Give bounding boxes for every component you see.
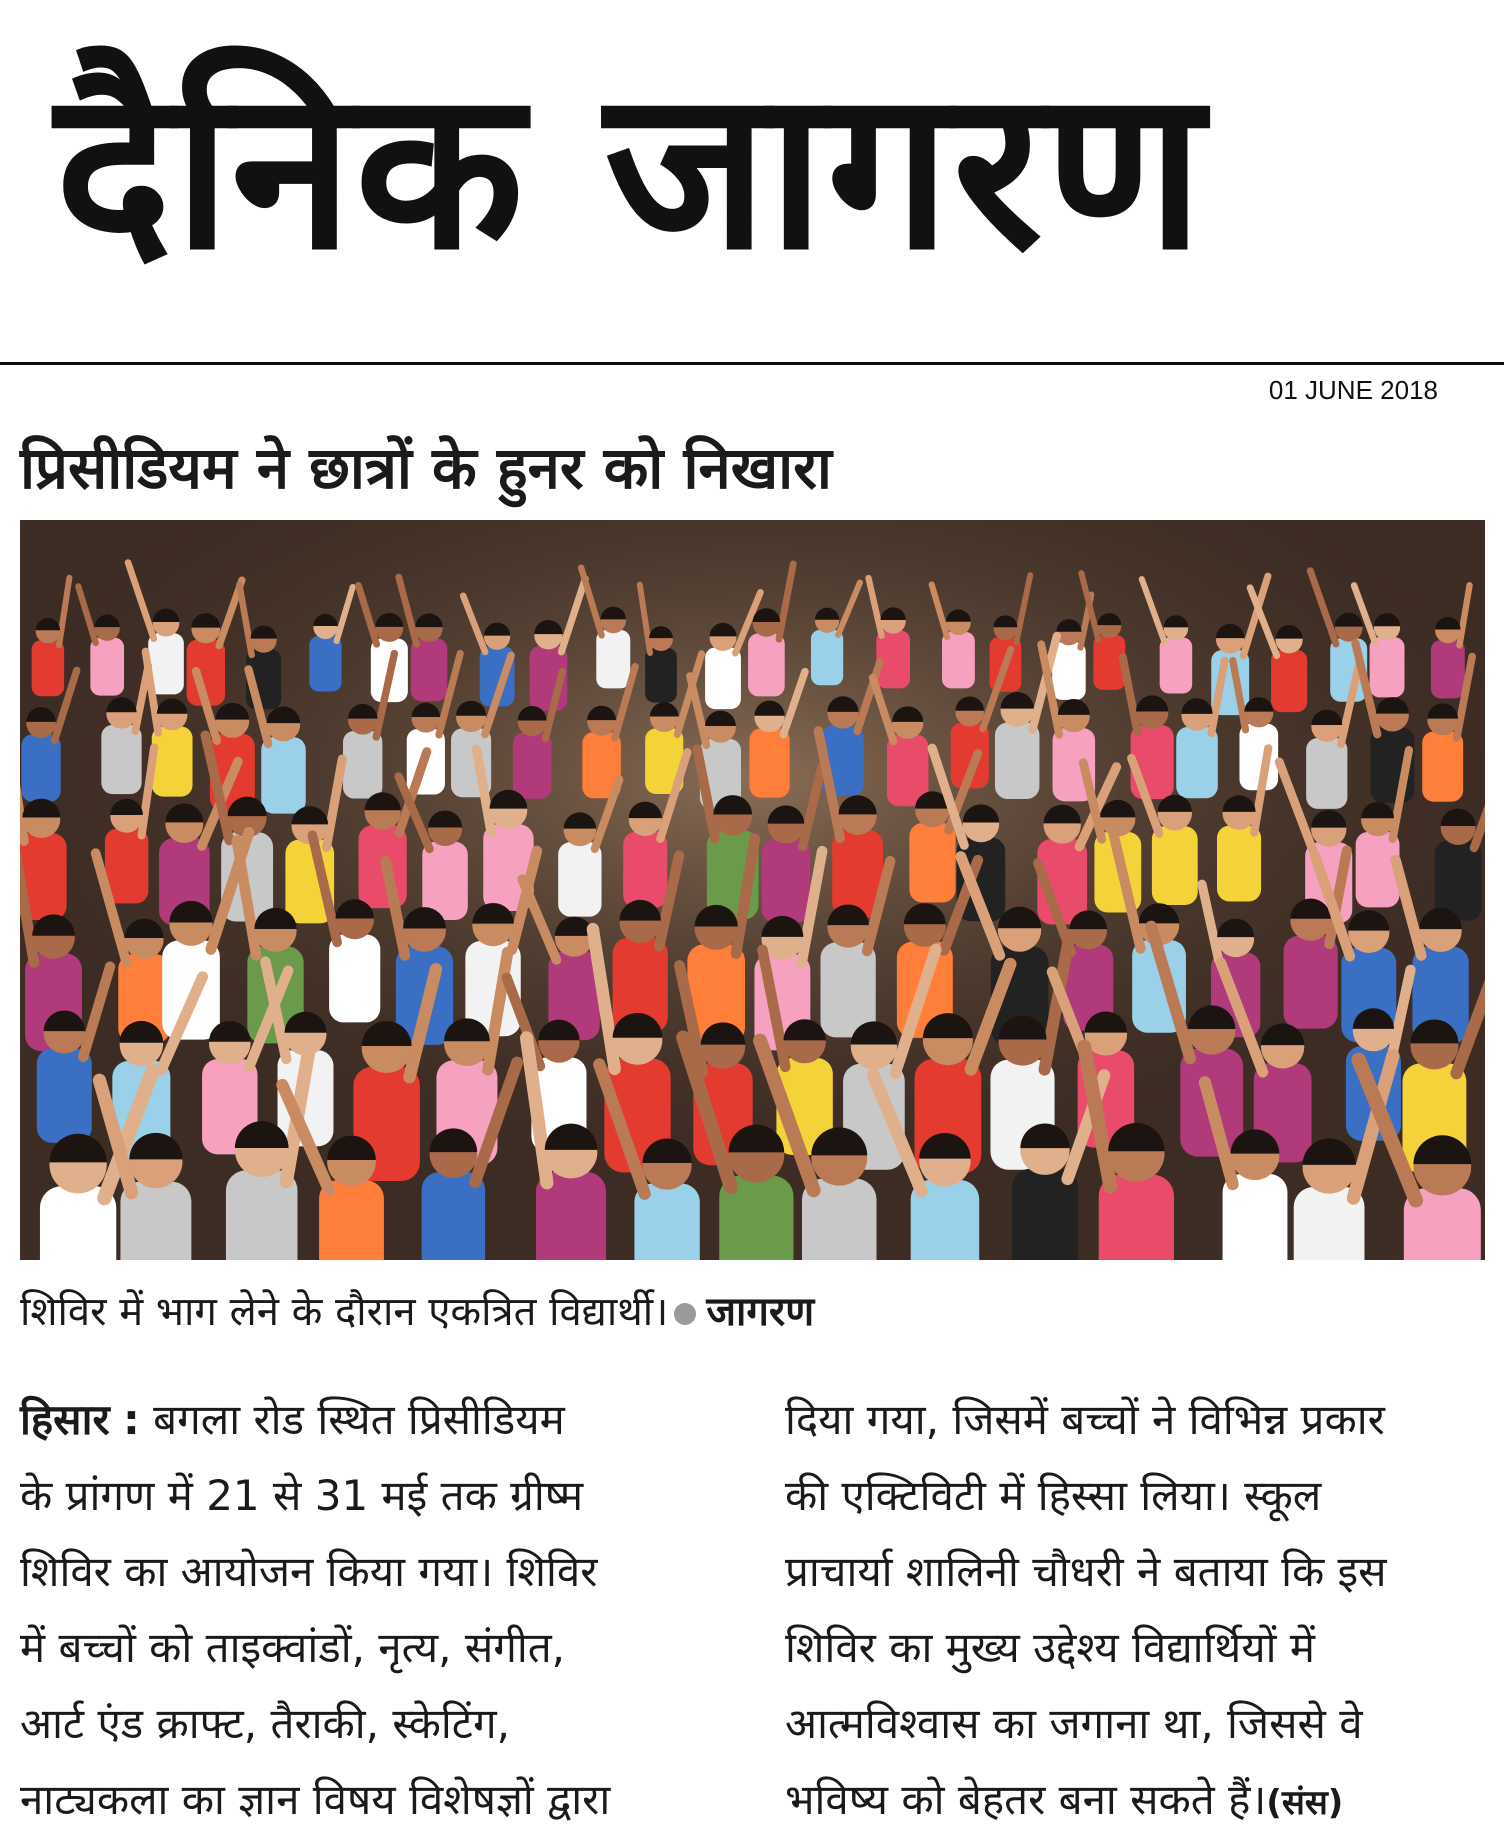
crowd-person-body	[1431, 640, 1465, 698]
article-line: की एक्टिविटी में हिस्सा लिया। स्कूल	[785, 1471, 1322, 1520]
crowd-person-body	[1152, 826, 1198, 905]
masthead	[0, 0, 1504, 362]
crowd-person-body	[558, 842, 601, 916]
crowd-person-body	[343, 731, 382, 799]
crowd-person-body	[909, 823, 955, 902]
article-line: दिया गया, जिसमें बच्चों ने विभिन्न प्रकार	[785, 1395, 1385, 1444]
crowd-person-body	[748, 633, 785, 696]
article-line	[785, 1762, 1485, 1841]
article-line	[20, 1382, 700, 1458]
crowd-person-body	[513, 733, 552, 799]
crowd-person-body	[1284, 936, 1338, 1029]
caption-text: शिविर में भाग लेने के दौरान एकत्रित विद्यार्थी।	[20, 1289, 669, 1335]
article-location: हिसार	[20, 1395, 110, 1444]
crowd-person-body	[21, 734, 60, 802]
masthead-rule	[0, 362, 1504, 365]
photo-credit: जागरण	[706, 1289, 815, 1335]
crowd-person-body	[1422, 731, 1463, 801]
crowd-person-body	[1217, 826, 1261, 902]
article-line: प्राचार्या शालिनी चौधरी ने बताया कि इस	[785, 1547, 1387, 1596]
bullet-icon	[674, 1303, 696, 1325]
article-line: शिविर का आयोजन किया गया। शिविर	[20, 1547, 598, 1596]
crowd-person-body	[90, 638, 124, 696]
crowd-person-body	[995, 723, 1039, 799]
crowd-person-body	[942, 632, 975, 688]
crowd-person-body	[705, 648, 741, 710]
crowd-person-body	[762, 839, 811, 923]
location-separator: :	[123, 1395, 140, 1444]
reporter-signoff: (संस)	[1266, 1783, 1344, 1823]
crowd-person-body	[101, 725, 141, 794]
crowd-person-body	[1160, 638, 1193, 694]
crowd-person-body	[1176, 727, 1218, 798]
crowd-photo-illustration	[20, 520, 1485, 1260]
article-photo	[20, 520, 1485, 1260]
article-headline: प्रिसीडियम ने छात्रों के हुनर को निखारा	[20, 434, 832, 502]
crowd-person-body	[37, 1048, 92, 1143]
article-line: नाट्यकला का ज्ञान विषय विशेषज्ञों द्वारा	[20, 1775, 611, 1824]
article-column-right	[785, 1382, 1485, 1841]
crowd-person-body	[309, 636, 341, 691]
crowd-person-body	[596, 630, 630, 688]
article-column-left	[20, 1382, 700, 1838]
article-line-text: बगला रोड स्थित प्रिसीडियम	[153, 1395, 565, 1444]
article-line: शिविर का मुख्य उद्देश्य विद्यार्थियों में	[785, 1623, 1315, 1672]
crowd-person-body	[749, 728, 789, 797]
crowd-person-body	[645, 648, 677, 703]
crowd-person-body	[329, 934, 380, 1022]
newspaper-title: दैनिक जागरण	[55, 42, 1206, 298]
crowd-person-body	[1306, 738, 1347, 809]
crowd-person-body	[261, 737, 306, 814]
article-line: आर्ट एंड क्राफ्ट, तैराकी, स्केटिंग,	[20, 1699, 510, 1748]
photo-caption	[20, 1282, 1480, 1342]
crowd-person-body	[623, 832, 667, 908]
crowd-person-body	[811, 630, 843, 685]
article-line: के प्रांगण में 21 से 31 मई तक ग्रीष्म	[20, 1471, 584, 1520]
article-line: में बच्चों को ताइक्वांडों, नृत्य, संगीत,	[20, 1623, 566, 1672]
crowd-person-body	[411, 639, 447, 702]
crowd-person-body	[1271, 650, 1307, 712]
crowd-person-body	[32, 640, 64, 696]
publication-date: 01 JUNE 2018	[1268, 375, 1438, 405]
crowd-person-body	[152, 726, 193, 796]
article-line-text: भविष्य को बेहतर बना सकते हैं।	[785, 1775, 1267, 1824]
crowd-person-body	[1370, 637, 1405, 697]
article-line: आत्मविश्वास का जगाना था, जिससे वे	[785, 1699, 1363, 1748]
